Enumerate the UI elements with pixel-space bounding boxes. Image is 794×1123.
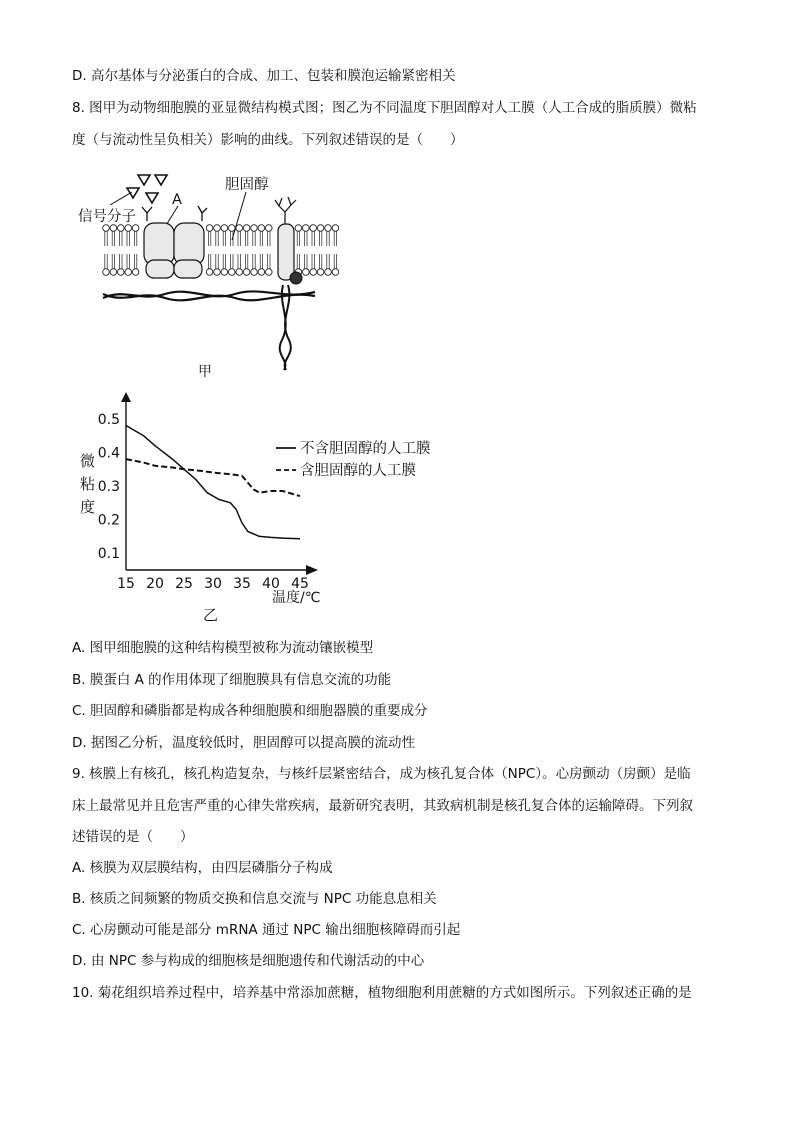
series-line-with-cholesterol: [126, 459, 300, 496]
q9-stem-line3: 述错误的是（ ）: [72, 829, 194, 845]
phospholipid-head: [214, 225, 221, 232]
caption-yi: 乙: [203, 606, 219, 624]
q10-stem-line1: 10. 菊花组织培养过程中，培养基中常添加蔗糖，植物细胞利用蔗糖的方式如图所示。下列叙述正确的是: [72, 985, 692, 1001]
phospholipid-tail: [305, 254, 307, 269]
phospholipid-tail: [319, 254, 321, 269]
phospholipid-tail: [231, 254, 233, 269]
phospholipid-tail: [334, 254, 336, 269]
phospholipid-tail: [305, 231, 307, 246]
phospholipid-head: [132, 269, 139, 276]
y-tick-label: 0.2: [97, 512, 120, 529]
phospholipid-head: [103, 225, 110, 232]
x-tick-label: 20: [146, 576, 164, 592]
q9-stem-line2: 床上最常见并且危害严重的心律失常疾病，最新研究表明，其致病机制是核孔复合体的运输障碍。下列叙: [72, 798, 693, 814]
phospholipid-tail: [238, 231, 240, 246]
y-axis-arrow: [121, 392, 131, 402]
phospholipid-head: [221, 269, 228, 276]
q8-option-c: C. 胆固醇和磷脂都是构成各种细胞膜和细胞器膜的重要成分: [72, 703, 428, 719]
phospholipid-head: [310, 225, 317, 232]
phospholipid-head: [236, 225, 243, 232]
phospholipid-head: [317, 225, 324, 232]
phospholipid-tail: [134, 231, 136, 246]
phospholipid-head: [132, 225, 139, 232]
phospholipid-tail: [312, 254, 314, 269]
q8-option-d: D. 据图乙分析，温度较低时，胆固醇可以提高膜的流动性: [72, 735, 415, 751]
q8-option-a: A. 图甲细胞膜的这种结构模型被称为流动镶嵌模型: [72, 640, 374, 656]
phospholipid-head: [236, 269, 243, 276]
phospholipid-head: [303, 225, 310, 232]
phospholipid-tail: [245, 231, 247, 246]
phospholipid-tail: [260, 254, 262, 269]
phospholipid-tail: [223, 231, 225, 246]
phospholipid-tail: [260, 231, 262, 246]
x-tick-label: 35: [233, 576, 251, 592]
phospholipid-head: [125, 269, 132, 276]
phospholipid-head: [110, 225, 117, 232]
x-tick-label: 15: [117, 576, 135, 592]
phospholipid-tail: [327, 254, 329, 269]
phospholipid-head: [295, 225, 302, 232]
phospholipid-tail: [208, 254, 210, 269]
phospholipid-head: [110, 269, 117, 276]
phospholipid-head: [206, 269, 213, 276]
y-axis-label-2: 粘: [80, 475, 96, 493]
phospholipid-head: [325, 269, 332, 276]
phospholipid-tail: [245, 254, 247, 269]
phospholipid-tail: [319, 231, 321, 246]
phospholipid-tail: [105, 231, 107, 246]
label-protein-a: A: [172, 192, 182, 208]
phospholipid-head: [214, 269, 221, 276]
q9-stem-line1: 9. 核膜上有核孔，核孔构造复杂，与核纤层紧密结合，成为核孔复合体（NPC）。心房颤动（房颤）是临: [72, 766, 691, 782]
phospholipid-head: [251, 225, 258, 232]
phospholipid-tail: [268, 231, 270, 246]
phospholipid-tail: [297, 231, 299, 246]
phospholipid-head: [229, 269, 236, 276]
phospholipid-head: [325, 225, 332, 232]
phospholipid-head: [243, 225, 250, 232]
y-tick-label: 0.4: [97, 445, 120, 462]
phospholipid-tail: [312, 231, 314, 246]
phospholipid-tail: [216, 231, 218, 246]
phospholipid-tail: [268, 254, 270, 269]
phospholipid-head: [125, 225, 132, 232]
q9-option-c: C. 心房颤动可能是部分 mRNA 通过 NPC 输出细胞核障碍而引起: [72, 922, 461, 938]
phospholipid-tail: [112, 254, 114, 269]
phospholipid-head: [221, 225, 228, 232]
phospholipid-head: [332, 269, 339, 276]
phospholipid-head: [310, 269, 317, 276]
phospholipid-head: [332, 225, 339, 232]
phospholipid-tail: [208, 231, 210, 246]
x-tick-label: 45: [291, 576, 309, 592]
phospholipid-head: [229, 225, 236, 232]
phospholipid-tail: [253, 254, 255, 269]
x-tick-label: 30: [204, 576, 222, 592]
y-tick-label: 0.5: [97, 411, 120, 428]
phospholipid-tail: [112, 231, 114, 246]
phospholipid-tail: [105, 254, 107, 269]
q8-stem-line2: 度（与流动性呈负相关）影响的曲线。下列叙述错误的是（ ）: [72, 132, 464, 148]
phospholipid-tail: [327, 231, 329, 246]
x-tick-label: 25: [175, 576, 193, 592]
phospholipid-tail: [223, 254, 225, 269]
phospholipid-head: [243, 269, 250, 276]
phospholipid-head: [118, 225, 125, 232]
q8-option-b: B. 膜蛋白 A 的作用体现了细胞膜具有信息交流的功能: [72, 672, 392, 688]
phospholipid-head: [206, 225, 213, 232]
q9-option-a: A. 核膜为双层膜结构，由四层磷脂分子构成: [72, 860, 333, 876]
phospholipid-head: [303, 269, 310, 276]
x-axis-arrow: [306, 565, 318, 575]
caption-jia: 甲: [198, 364, 212, 380]
phospholipid-tail: [334, 231, 336, 246]
y-axis-label-1: 微: [80, 452, 96, 470]
y-tick-label: 0.1: [97, 546, 120, 563]
phospholipid-tail: [297, 254, 299, 269]
phospholipid-tail: [127, 231, 129, 246]
q9-option-d: D. 由 NPC 参与构成的细胞核是细胞遗传和代谢活动的中心: [72, 953, 425, 969]
x-tick-label: 40: [262, 576, 280, 592]
phospholipid-head: [266, 269, 273, 276]
legend-dashed-label: 含胆固醇的人工膜: [300, 463, 416, 479]
legend-solid-label: 不含胆固醇的人工膜: [300, 441, 431, 457]
phospholipid-tail: [127, 254, 129, 269]
phospholipid-head: [251, 269, 258, 276]
x-axis-label: 温度/℃: [272, 590, 321, 606]
label-signal-molecule: 信号分子: [78, 209, 136, 225]
label-cholesterol: 胆固醇: [225, 177, 269, 193]
y-axis-label-3: 度: [80, 498, 96, 516]
phospholipid-head: [103, 269, 110, 276]
phospholipid-head: [266, 225, 273, 232]
phospholipid-tail: [253, 231, 255, 246]
phospholipid-head: [258, 225, 265, 232]
phospholipid-tail: [120, 231, 122, 246]
series-line-no-cholesterol: [126, 426, 300, 539]
figure-jia-membrane: [70, 160, 370, 385]
q7-option-d: D. 高尔基体与分泌蛋白的合成、加工、包装和膜泡运输紧密相关: [72, 68, 456, 84]
phospholipid-tail: [120, 254, 122, 269]
q8-stem-line1: 8. 图甲为动物细胞膜的亚显微结构模式图；图乙为不同温度下胆固醇对人工膜（人工合成的脂质膜）微粘: [72, 100, 697, 116]
phospholipid-tail: [216, 254, 218, 269]
phospholipid-tail: [134, 254, 136, 269]
phospholipid-tail: [238, 254, 240, 269]
y-tick-label: 0.3: [97, 479, 120, 495]
figure-yi-chart: [70, 388, 470, 628]
phospholipid-head: [118, 269, 125, 276]
phospholipid-head: [258, 269, 265, 276]
phospholipid-head: [317, 269, 324, 276]
q9-option-b: B. 核质之间频繁的物质交换和信息交流与 NPC 功能息息相关: [72, 891, 437, 907]
